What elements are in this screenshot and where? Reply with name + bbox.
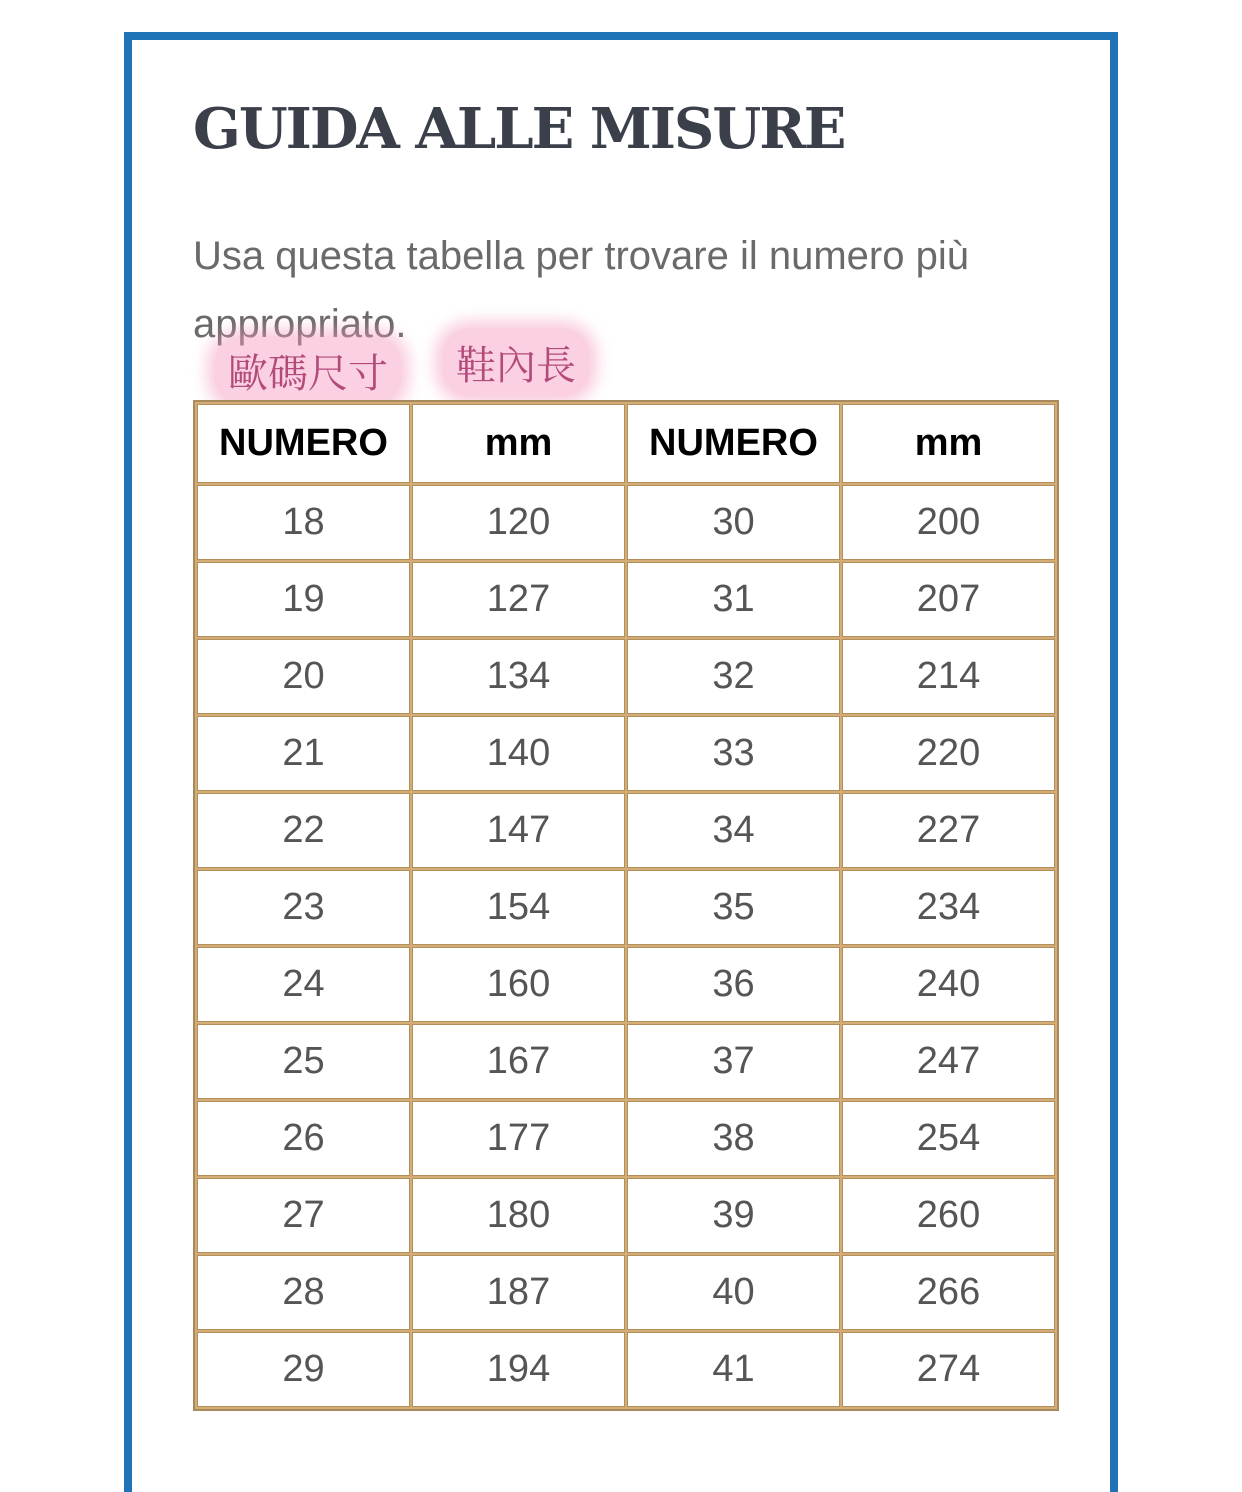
cell-mm: 187	[412, 1255, 625, 1330]
cell-numero: 37	[627, 1024, 840, 1099]
cell-mm: 154	[412, 870, 625, 945]
cell-mm: 194	[412, 1332, 625, 1407]
cell-numero: 21	[197, 716, 410, 791]
header-numero: NUMERO	[627, 404, 840, 483]
cell-numero: 39	[627, 1178, 840, 1253]
page-title: GUIDA ALLE MISURE	[193, 96, 845, 162]
intro-text: Usa questa tabella per trovare il numero più appropriato.	[193, 234, 969, 346]
cell-mm: 180	[412, 1178, 625, 1253]
cell-numero: 28	[197, 1255, 410, 1330]
cell-numero: 19	[197, 562, 410, 637]
cell-numero: 29	[197, 1332, 410, 1407]
cell-mm: 120	[412, 485, 625, 560]
inner-length-annotation: 鞋內長	[442, 328, 590, 397]
table-row	[197, 1332, 1055, 1407]
table-row	[197, 1101, 1055, 1176]
cell-numero: 20	[197, 639, 410, 714]
table-row	[197, 1024, 1055, 1099]
table-row	[197, 485, 1055, 560]
cell-mm: 234	[842, 870, 1055, 945]
cell-mm: 240	[842, 947, 1055, 1022]
cell-mm: 247	[842, 1024, 1055, 1099]
table-row	[197, 947, 1055, 1022]
cell-mm: 160	[412, 947, 625, 1022]
table-row	[197, 870, 1055, 945]
cell-numero: 30	[627, 485, 840, 560]
cell-numero: 35	[627, 870, 840, 945]
cell-mm: 167	[412, 1024, 625, 1099]
cell-mm: 274	[842, 1332, 1055, 1407]
cell-numero: 27	[197, 1178, 410, 1253]
cell-mm: 140	[412, 716, 625, 791]
cell-numero: 23	[197, 870, 410, 945]
table-row	[197, 562, 1055, 637]
cell-mm: 266	[842, 1255, 1055, 1330]
cell-mm: 134	[412, 639, 625, 714]
cell-numero: 33	[627, 716, 840, 791]
cell-numero: 22	[197, 793, 410, 868]
header-mm: mm	[412, 404, 625, 483]
cell-numero: 25	[197, 1024, 410, 1099]
cell-mm: 227	[842, 793, 1055, 868]
cell-mm: 260	[842, 1178, 1055, 1253]
table-row	[197, 1178, 1055, 1253]
table-body	[197, 485, 1055, 1407]
table-row	[197, 639, 1055, 714]
cell-numero: 41	[627, 1332, 840, 1407]
cell-mm: 214	[842, 639, 1055, 714]
table-row	[197, 793, 1055, 868]
cell-numero: 38	[627, 1101, 840, 1176]
header-mm: mm	[842, 404, 1055, 483]
cell-mm: 200	[842, 485, 1055, 560]
cell-mm: 254	[842, 1101, 1055, 1176]
cell-mm: 127	[412, 562, 625, 637]
cell-numero: 32	[627, 639, 840, 714]
table-row	[197, 716, 1055, 791]
cell-mm: 220	[842, 716, 1055, 791]
cell-numero: 31	[627, 562, 840, 637]
cell-mm: 147	[412, 793, 625, 868]
cell-numero: 24	[197, 947, 410, 1022]
cell-numero: 18	[197, 485, 410, 560]
euro-size-annotation: 歐碼尺寸	[214, 336, 402, 405]
cell-mm: 207	[842, 562, 1055, 637]
cell-mm: 177	[412, 1101, 625, 1176]
table-row	[197, 1255, 1055, 1330]
table-header-row	[197, 404, 1055, 483]
cell-numero: 40	[627, 1255, 840, 1330]
cell-numero: 26	[197, 1101, 410, 1176]
size-table	[193, 400, 1059, 1411]
cell-numero: 36	[627, 947, 840, 1022]
cell-numero: 34	[627, 793, 840, 868]
header-numero: NUMERO	[197, 404, 410, 483]
